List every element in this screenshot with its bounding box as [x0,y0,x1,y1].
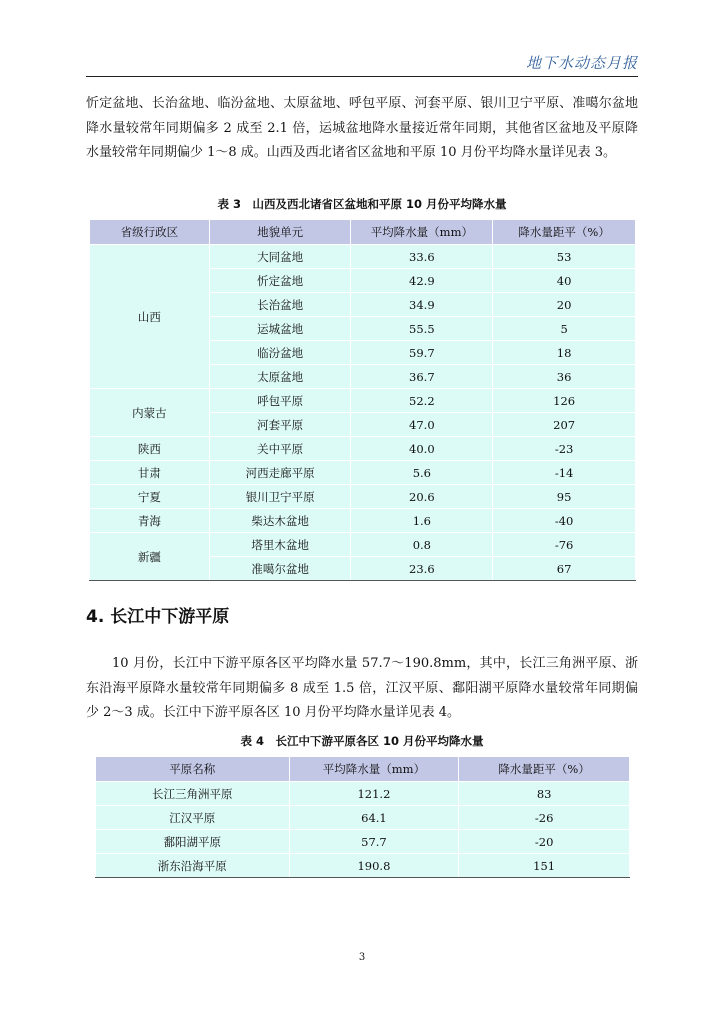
report-title: 地下水动态月报 [525,54,638,72]
table-cell: 浙东沿海平原 [96,854,290,878]
province-cell: 新疆 [90,533,210,581]
table4 [95,756,630,878]
table-cell: 55.5 [351,317,493,341]
table-cell: 鄱阳湖平原 [96,830,290,854]
table-cell: 0.8 [351,533,493,557]
table-cell: 64.1 [289,806,459,830]
table-cell: 5.6 [351,461,493,485]
table-cell: 河西走廊平原 [209,461,351,485]
table-cell: 95 [493,485,636,509]
table3-header-cell: 降水量距平（%） [493,220,636,245]
table-cell: -14 [493,461,636,485]
table3-header-row [90,220,636,245]
table3-header-cell: 省级行政区 [90,220,210,245]
table-cell: 呼包平原 [209,389,351,413]
table-row [90,245,636,269]
province-cell: 山西 [90,245,210,389]
table-cell: 太原盆地 [209,365,351,389]
table4-caption: 表 4 长江中下游平原各区 10 月份平均降水量 [240,734,484,748]
table-cell: 59.7 [351,341,493,365]
table-cell: -40 [493,509,636,533]
table-cell: 36 [493,365,636,389]
province-cell: 甘肃 [90,461,210,485]
table-row [96,854,630,878]
table-row [96,806,630,830]
province-cell: 宁夏 [90,485,210,509]
table-cell: 关中平原 [209,437,351,461]
table4-header-cell: 降水量距平（%） [459,757,630,782]
table-cell: 银川卫宁平原 [209,485,351,509]
table-cell: 河套平原 [209,413,351,437]
table-cell: 42.9 [351,269,493,293]
table-cell: 长治盆地 [209,293,351,317]
table-cell: -23 [493,437,636,461]
table-cell: 运城盆地 [209,317,351,341]
table-row [90,509,636,533]
table-cell: 20.6 [351,485,493,509]
table3-header-cell: 平均降水量（mm） [351,220,493,245]
table3-caption: 表 3 山西及西北诸省区盆地和平原 10 月份平均降水量 [217,197,507,211]
table-cell: 47.0 [351,413,493,437]
table4-header-cell: 平原名称 [96,757,290,782]
table-cell: 207 [493,413,636,437]
table3-header-cell: 地貌单元 [209,220,351,245]
table-row [90,437,636,461]
page-header [86,50,638,77]
table-cell: 柴达木盆地 [209,509,351,533]
paragraph-intro: 忻定盆地、长治盆地、临汾盆地、太原盆地、呼包平原、河套平原、银川卫宁平原、准噶尔盆地降水量较常年同期偏多 2 成至 2.1 倍，运城盆地降水量接近常年同期，其他省区盆地及平原降水量较常年同期偏少 1～8 成。山西及西北诸省区盆地和平原 10 月份平均降水量详见表 3。 [86,96,638,161]
table-cell: 83 [459,782,630,806]
table-cell: -76 [493,533,636,557]
table-row [90,461,636,485]
table-cell: 塔里木盆地 [209,533,351,557]
province-cell: 陕西 [90,437,210,461]
table-cell: 36.7 [351,365,493,389]
section-title: 4. 长江中下游平原 [86,607,230,627]
table-row [90,485,636,509]
table4-header-cell: 平均降水量（mm） [289,757,459,782]
table-row [90,389,636,413]
table-row [96,830,630,854]
table-cell: 大同盆地 [209,245,351,269]
table-cell: 40.0 [351,437,493,461]
table-cell: 临汾盆地 [209,341,351,365]
table-cell: 53 [493,245,636,269]
province-cell: 内蒙古 [90,389,210,437]
table3 [89,219,636,581]
table-cell: 18 [493,341,636,365]
table-cell: 23.6 [351,557,493,581]
table-cell: 126 [493,389,636,413]
table-cell: 忻定盆地 [209,269,351,293]
table-row [96,782,630,806]
table-cell: 长江三角洲平原 [96,782,290,806]
table-cell: 33.6 [351,245,493,269]
table4-header-row [96,757,630,782]
paragraph-yangtze: 10 月份，长江中下游平原各区平均降水量 57.7～190.8mm，其中，长江三角洲平原、浙东沿海平原降水量较常年同期偏多 8 成至 1.5 倍，江汉平原、鄱阳湖平原降水量较常年同期偏少 2～3 成。长江中下游平原各区 10 月份平均降水量详见表 4。 [86,656,638,721]
table-cell: 5 [493,317,636,341]
table-cell: -26 [459,806,630,830]
table-cell: 20 [493,293,636,317]
table-cell: 151 [459,854,630,878]
table-cell: 190.8 [289,854,459,878]
table-cell: 准噶尔盆地 [209,557,351,581]
province-cell: 青海 [90,509,210,533]
table-cell: 34.9 [351,293,493,317]
table-cell: 121.2 [289,782,459,806]
table-cell: 1.6 [351,509,493,533]
table-row [90,533,636,557]
table-cell: 江汉平原 [96,806,290,830]
table-cell: 40 [493,269,636,293]
table-cell: 57.7 [289,830,459,854]
page-number: 3 [358,952,366,963]
table-cell: 52.2 [351,389,493,413]
table-cell: -20 [459,830,630,854]
table-cell: 67 [493,557,636,581]
